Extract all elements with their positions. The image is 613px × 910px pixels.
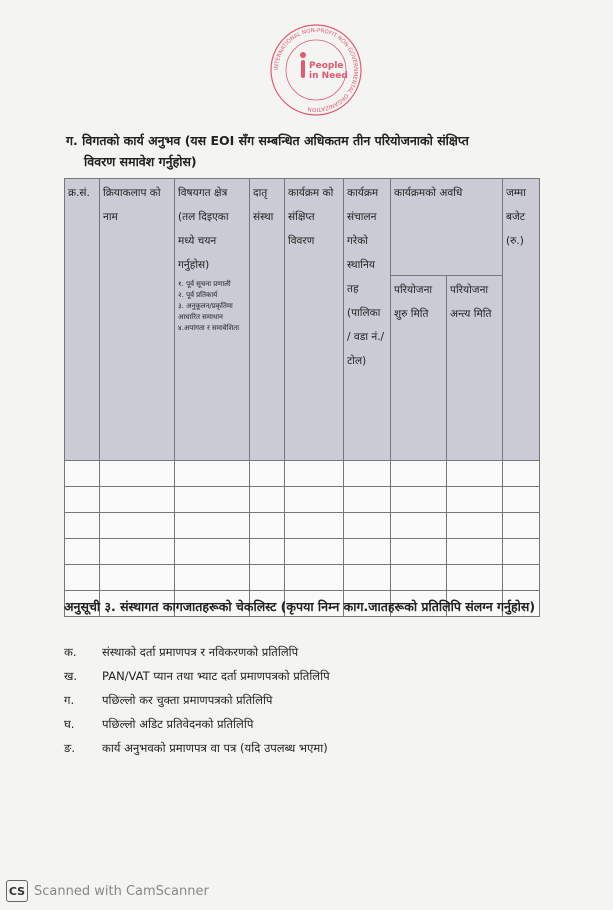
header-start: परियोजना शुरु मिति (391, 276, 447, 461)
table-cell (250, 461, 285, 487)
table-cell (285, 565, 344, 591)
table-cell (344, 487, 391, 513)
table-row (65, 513, 540, 539)
checklist-item (64, 736, 564, 760)
table-cell (447, 565, 503, 591)
table-cell (65, 513, 100, 539)
header-budget: जम्मा बजेट (रु.) (503, 179, 540, 461)
table-cell (65, 461, 100, 487)
header-donor: दातृ संस्था (250, 179, 285, 461)
table-cell (100, 487, 175, 513)
checklist-text: PAN/VAT प्यान तथा भ्याट दर्ता प्रमाणपत्रको प्रतिलिपि (102, 669, 330, 683)
section-g-heading (66, 130, 566, 172)
table-cell (344, 539, 391, 565)
table-cell (285, 539, 344, 565)
table-row (65, 487, 540, 513)
table-cell (100, 513, 175, 539)
people-in-need-logo (268, 22, 364, 118)
table-cell (250, 487, 285, 513)
checklist (64, 640, 564, 760)
sector-options (178, 279, 246, 334)
table-cell (391, 487, 447, 513)
table-cell (175, 539, 250, 565)
header-sector-label: विषयगत क्षेत्र (तल दिइएका मध्ये चयन गर्नुहोस) (178, 187, 229, 271)
checklist-item (64, 640, 564, 664)
table-cell (175, 461, 250, 487)
camscanner-icon: CS (6, 880, 28, 902)
header-duration: कार्यक्रमको अवधि (391, 179, 503, 276)
table-cell (391, 461, 447, 487)
table-cell (100, 539, 175, 565)
section-g-line2: विवरण समावेश गर्नुहोस) (84, 154, 197, 169)
header-summary: कार्यक्रम को संक्षिप्त विवरण (285, 179, 344, 461)
camscanner-text: Scanned with CamScanner (34, 883, 209, 899)
table-cell (175, 513, 250, 539)
checklist-item (64, 664, 564, 688)
checklist-key: घ. (64, 717, 75, 731)
table-cell (503, 565, 540, 591)
header-row (65, 179, 540, 276)
sector-opt-3: ३. अनुकूलन/प्रकृतिमा आधारित समाधान (178, 302, 233, 321)
section-g-line1: ग. विगतको कार्य अनुभव (यस EOI सँग सम्बन्धित अधिकतम तीन परियोजनाको संक्षिप्त (66, 133, 469, 148)
table-cell (100, 461, 175, 487)
header-end: परियोजना अन्त्य मिति (447, 276, 503, 461)
table-cell (391, 513, 447, 539)
table-cell (250, 565, 285, 591)
table-cell (285, 487, 344, 513)
table-cell (447, 461, 503, 487)
checklist-item (64, 712, 564, 736)
table-cell (100, 565, 175, 591)
header-sector (175, 179, 250, 461)
table-cell (250, 539, 285, 565)
table-cell (447, 539, 503, 565)
checklist-text: संस्थाको दर्ता प्रमाणपत्र र नविकरणको प्रतिलिपि (102, 645, 299, 659)
experience-table (64, 178, 540, 617)
table-cell (65, 487, 100, 513)
checklist-key: ङ. (64, 741, 75, 755)
table-cell (175, 487, 250, 513)
table-cell (344, 461, 391, 487)
checklist-text: पछिल्लो अडिट प्रतिवेदनको प्रतिलिपि (102, 717, 254, 731)
table-cell (65, 539, 100, 565)
svg-text:in Need: in Need (309, 71, 348, 81)
sector-opt-2: २. पूर्व प्रतिकार्य (178, 291, 218, 299)
table-cell (503, 539, 540, 565)
table-row (65, 539, 540, 565)
svg-text:People: People (309, 61, 344, 71)
header-activity: क्रियाकलाप को नाम (100, 179, 175, 461)
table-cell (285, 461, 344, 487)
camscanner-watermark (6, 880, 209, 902)
table-cell (65, 565, 100, 591)
checklist-text: पछिल्लो कर चुक्ता प्रमाणपत्रको प्रतिलिपि (102, 693, 273, 707)
checklist-item (64, 688, 564, 712)
table-cell (503, 487, 540, 513)
table-cell (175, 565, 250, 591)
checklist-key: ग. (64, 693, 75, 707)
blank-rows (65, 461, 540, 617)
table-cell (391, 565, 447, 591)
table-row (65, 565, 540, 591)
checklist-key: ख. (64, 669, 78, 683)
table-cell (447, 513, 503, 539)
checklist-key: क. (64, 645, 77, 659)
table-cell (344, 565, 391, 591)
sector-opt-4: ४.अपांगता र समावेशिता (178, 324, 240, 332)
sector-opt-1: १. पूर्व सूचना प्रणाली (178, 280, 231, 288)
header-location: कार्यक्रम संचालन गरेको स्थानिय तह (पालिका / वडा नं./टोल) (344, 179, 391, 461)
header-sn: क्र.सं. (65, 179, 100, 461)
checklist-text: कार्य अनुभवको प्रमाणपत्र वा पत्र (यदि उपलब्ध भएमा) (102, 741, 328, 755)
table-cell (391, 539, 447, 565)
annex-3-heading: अनुसूची ३. संस्थागत कागजातहरूको चेकलिस्ट (कृपया निम्न काग.जातहरूको प्रतिलिपि संलग्न गर्नुहोस) (64, 599, 536, 614)
table-cell (447, 487, 503, 513)
table-cell (344, 513, 391, 539)
table-cell (250, 513, 285, 539)
table-cell (285, 513, 344, 539)
table-cell (503, 513, 540, 539)
svg-text:INTERNATIONAL NON-PROFIT NON-G: INTERNATIONAL NON-PROFIT NON-GOVERNMENTAL ORGANIZATION (273, 27, 359, 113)
table-cell (503, 461, 540, 487)
table-row (65, 461, 540, 487)
